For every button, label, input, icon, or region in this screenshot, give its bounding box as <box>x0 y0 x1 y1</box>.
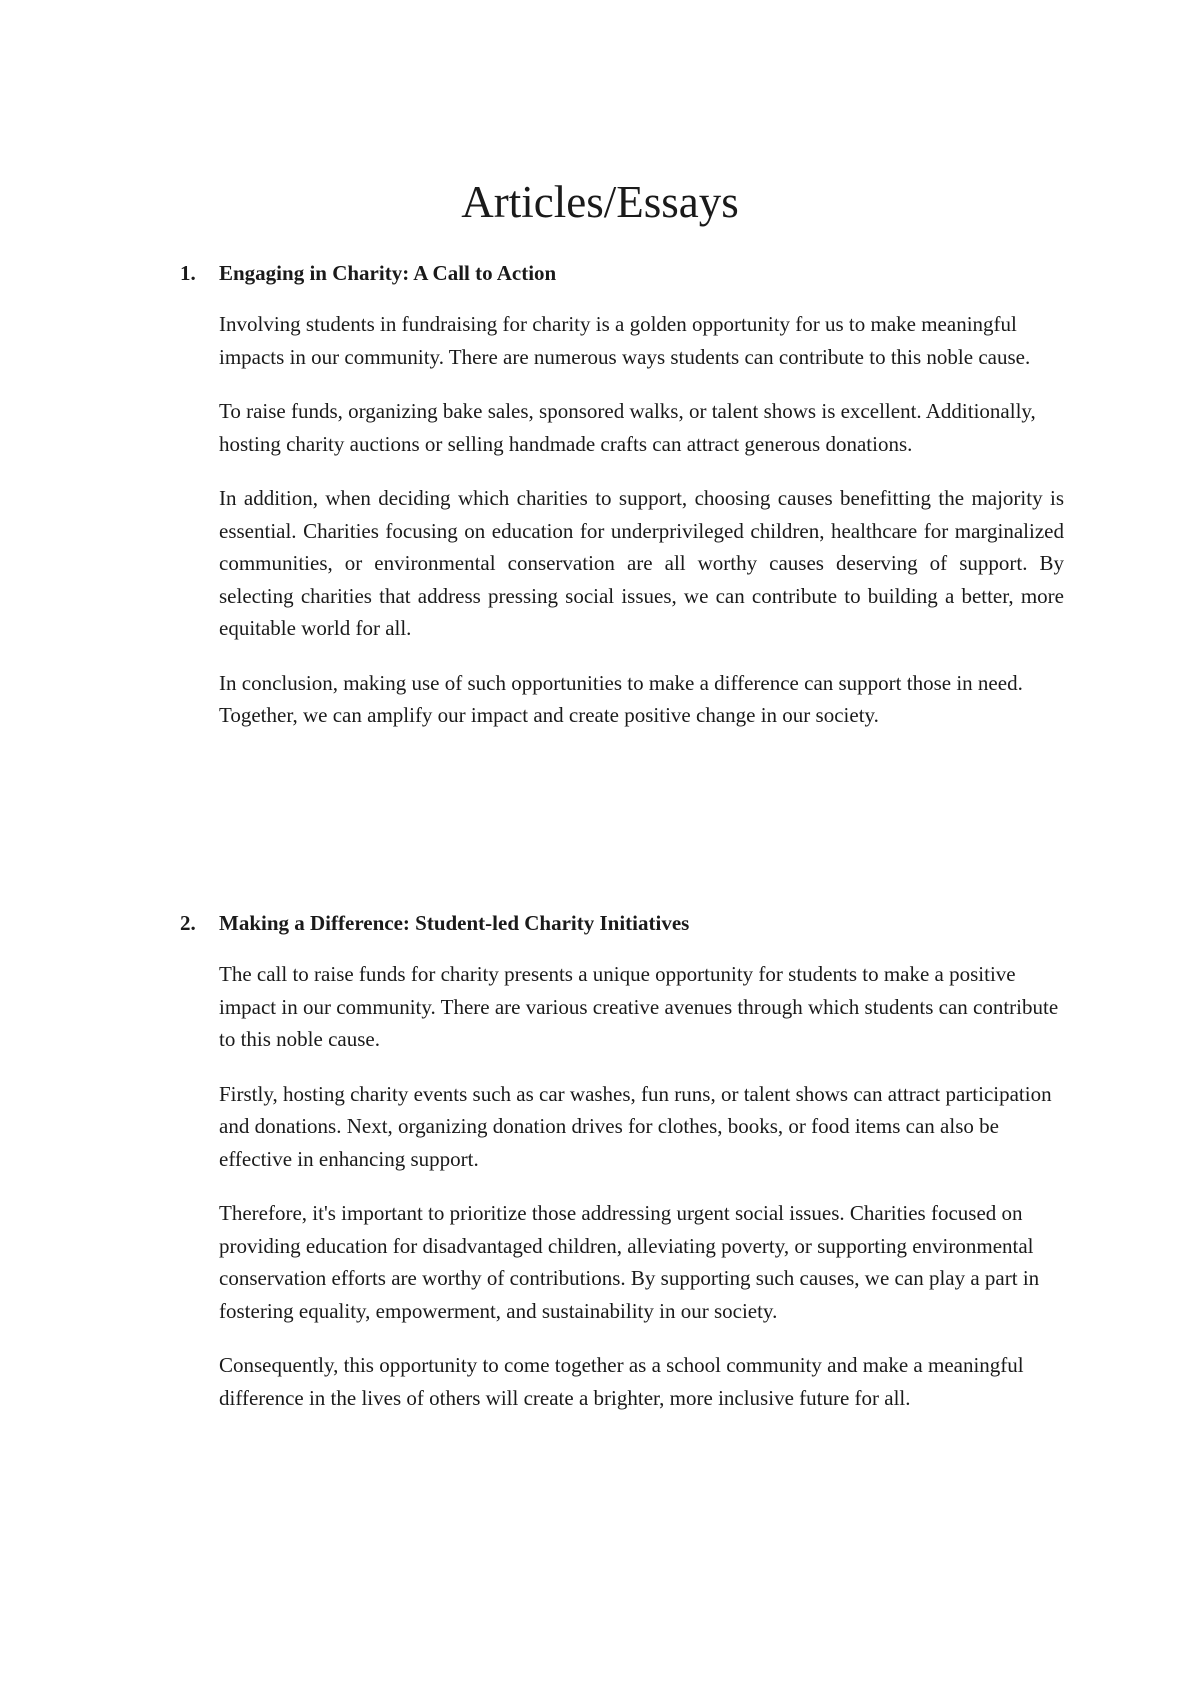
essay-1 <box>180 258 1070 754</box>
essay-heading <box>180 258 1070 288</box>
essay-paragraph: Consequently, this opportunity to come together as a school community and make a meaningful difference in the lives of others will create a brighter, more inclusive future for all. <box>219 1353 1024 1410</box>
essay-number: 1. <box>180 261 196 285</box>
essay-number: 2. <box>180 911 196 935</box>
essay-heading <box>180 908 1070 938</box>
essay-paragraph: Involving students in fundraising for charity is a golden opportunity for us to make meaningful impacts in our community. There are numerous ways students can contribute to this noble cause. <box>219 312 1031 369</box>
essay-paragraph: In conclusion, making use of such opportunities to make a difference can support those in need. Together, we can amplify our impact and create positive change in our society. <box>219 670 1023 727</box>
essay-paragraph: Firstly, hosting charity events such as car washes, fun runs, or talent shows can attract participation and donations. Next, organizing donation drives for clothes, books, or food items can also be effective in enhancing support. <box>219 1081 1052 1171</box>
essay-heading-text: Making a Difference: Student-led Charity Initiatives <box>219 911 690 935</box>
essay-paragraph: Therefore, it's important to prioritize those addressing urgent social issues. Charities focused on providing education for disadvantaged children, alleviating poverty, or supporting environmental conservation efforts are worthy of contributions. By supporting such causes, we can play a part in fostering equality, empowerment, and sustainability in our society. <box>219 1201 1040 1323</box>
essay-paragraph: The call to raise funds for charity presents a unique opportunity for students to make a positive impact in our community. There are various creative avenues through which students can contribute to this noble cause. <box>219 962 1059 1051</box>
essay-2 <box>180 908 1070 1436</box>
essay-heading-text: Engaging in Charity: A Call to Action <box>219 261 557 285</box>
page-title: Articles/Essays <box>461 177 739 227</box>
essay-paragraph: In addition, when deciding which charities to support, choosing causes benefitting the majority is essential. Charities focusing on education for underprivileged children, healthcare for marginalized communities, or environmental conservation are all worthy causes deserving of support. By selecting charities that address pressing social issues, we can contribute to building a better, more equitable world for all. <box>219 486 1064 640</box>
essay-paragraph: To raise funds, organizing bake sales, sponsored walks, or talent shows is excellent. Additionally, hosting charity auctions or selling handmade crafts can attract generous donations. <box>219 399 1036 456</box>
